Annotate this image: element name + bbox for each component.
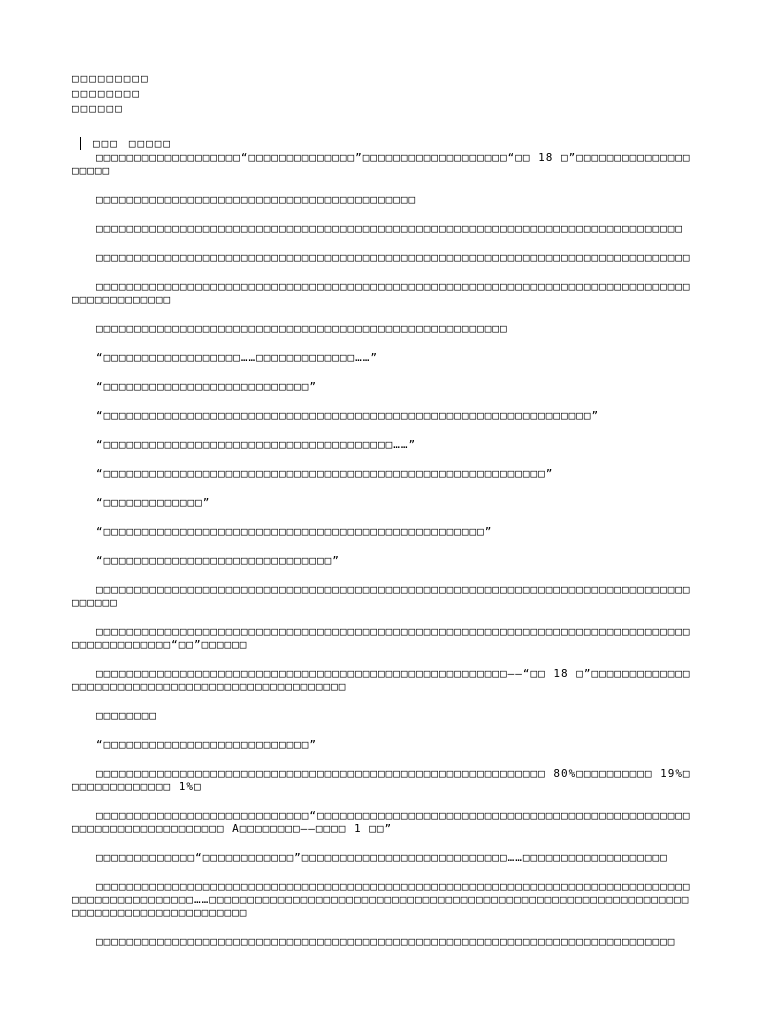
meta-line-1: □□□□□□□□□ <box>72 72 150 85</box>
section-bar-divider <box>80 137 81 150</box>
meta-line-3: □□□□□□ <box>72 102 124 115</box>
paragraph-5: □□□□□□□□□□□□□□□□□□□□□□□□□□□□□□□□□□□□□□□□□□□□□□□□□□□□□□□□□□□□□□□□□□□□□□□□□□□□□□□□□□□□□□□□□□□ <box>72 280 691 306</box>
paragraph-1: □□□□□□□□□□□□□□□□□□□“□□□□□□□□□□□□□□”□□□□□□□□□□□□□□□□□□□“□□ 18 □”□□□□□□□□□□□□□□□□□□□□ <box>72 151 691 177</box>
paragraph-4: □□□□□□□□□□□□□□□□□□□□□□□□□□□□□□□□□□□□□□□□□□□□□□□□□□□□□□□□□□□□□□□□□□□□□□□□□□□□□□ <box>96 251 691 264</box>
paragraph-14: “□□□□□□□□□□□□□□□□□□□□□□□□□□□□□□” <box>96 554 340 567</box>
paragraph-8: “□□□□□□□□□□□□□□□□□□□□□□□□□□□” <box>96 380 318 393</box>
paragraph-19: “□□□□□□□□□□□□□□□□□□□□□□□□□□□” <box>96 738 318 751</box>
section-heading-part-1: □□□ <box>93 136 119 150</box>
paragraph-18: □□□□□□□□ <box>96 709 157 722</box>
paragraph-12: “□□□□□□□□□□□□□” <box>96 496 211 509</box>
paragraph-10: “□□□□□□□□□□□□□□□□□□□□□□□□□□□□□□□□□□□□□□……” <box>96 438 417 451</box>
paragraph-13: “□□□□□□□□□□□□□□□□□□□□□□□□□□□□□□□□□□□□□□□□□□□□□□□□□□” <box>96 525 493 538</box>
meta-line-2: □□□□□□□□ <box>72 87 141 100</box>
paragraph-15: □□□□□□□□□□□□□□□□□□□□□□□□□□□□□□□□□□□□□□□□□□□□□□□□□□□□□□□□□□□□□□□□□□□□□□□□□□□□□□□□□□□□ <box>72 583 691 609</box>
paragraph-22: □□□□□□□□□□□□□“□□□□□□□□□□□□”□□□□□□□□□□□□□□□□□□□□□□□□□□□……□□□□□□□□□□□□□□□□□□□ <box>96 851 668 864</box>
document-body <box>72 151 696 948</box>
paragraph-21: □□□□□□□□□□□□□□□□□□□□□□□□□□□□“□□□□□□□□□□□□□□□□□□□□□□□□□□□□□□□□□□□□□□□□□□□□□□□□□□□□□□□□□□□□□□□□□□□□□ A□□□□□□□□——□□□□ 1 □□” <box>72 809 691 835</box>
paragraph-24: □□□□□□□□□□□□□□□□□□□□□□□□□□□□□□□□□□□□□□□□□□□□□□□□□□□□□□□□□□□□□□□□□□□□□□□□□□□□ <box>96 935 676 948</box>
paragraph-7: “□□□□□□□□□□□□□□□□□□……□□□□□□□□□□□□□……” <box>96 351 379 364</box>
paragraph-23: □□□□□□□□□□□□□□□□□□□□□□□□□□□□□□□□□□□□□□□□□□□□□□□□□□□□□□□□□□□□□□□□□□□□□□□□□□□□□□□□□□□□□□□□□□□□□□……□□□□□□□□□□□□□□□□□□□□□□□□□□□□□□□□□□□□□□□□□□□□□□□□□□□□□□□□□□□□□□□□□□□□□□□□□□□□□□□□□□□□□□ <box>72 880 691 919</box>
section-heading-part-2: □□□□□ <box>128 136 172 150</box>
section-heading <box>80 135 696 151</box>
paragraph-17: □□□□□□□□□□□□□□□□□□□□□□□□□□□□□□□□□□□□□□□□□□□□□□□□□□□□□□——“□□ 18 □”□□□□□□□□□□□□□□□□□□□□□□□□□□□□□□□□□□□□□□□□□□□□□□□□□ <box>72 667 691 693</box>
document-page <box>72 72 696 964</box>
paragraph-2: □□□□□□□□□□□□□□□□□□□□□□□□□□□□□□□□□□□□□□□□□□ <box>96 193 417 206</box>
paragraph-6: □□□□□□□□□□□□□□□□□□□□□□□□□□□□□□□□□□□□□□□□□□□□□□□□□□□□□□ <box>96 322 508 335</box>
paragraph-20: □□□□□□□□□□□□□□□□□□□□□□□□□□□□□□□□□□□□□□□□□□□□□□□□□□□□□□□□□□□ 80%□□□□□□□□□□ 19%□□□□□□□□□□□□□□ 1%□ <box>72 767 691 793</box>
paragraph-11: “□□□□□□□□□□□□□□□□□□□□□□□□□□□□□□□□□□□□□□□□□□□□□□□□□□□□□□□□□□” <box>96 467 554 480</box>
paragraph-3: □□□□□□□□□□□□□□□□□□□□□□□□□□□□□□□□□□□□□□□□□□□□□□□□□□□□□□□□□□□□□□□□□□□□□□□□□□□□□ <box>96 222 683 235</box>
paragraph-16: □□□□□□□□□□□□□□□□□□□□□□□□□□□□□□□□□□□□□□□□□□□□□□□□□□□□□□□□□□□□□□□□□□□□□□□□□□□□□□□□□□□□□□□□□□□“□□”□□□□□□ <box>72 625 691 651</box>
paragraph-9: “□□□□□□□□□□□□□□□□□□□□□□□□□□□□□□□□□□□□□□□□□□□□□□□□□□□□□□□□□□□□□□□□” <box>96 409 600 422</box>
